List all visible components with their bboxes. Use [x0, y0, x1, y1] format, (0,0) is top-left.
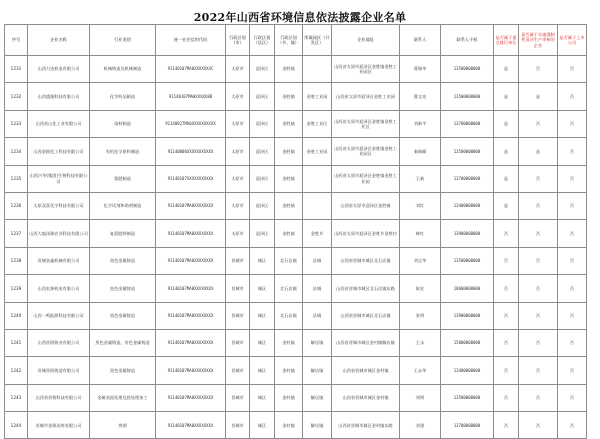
industrial-park: 金胜工业区	[303, 110, 332, 137]
row-number: 1244	[5, 412, 28, 439]
district: 城区	[250, 247, 275, 274]
table-row	[5, 165, 587, 192]
listed-company-flag: 否	[558, 329, 587, 356]
listed-company-flag: 否	[558, 165, 587, 192]
contact-person: 曹文亮	[400, 83, 441, 110]
table-row	[5, 412, 587, 439]
row-number: 1242	[5, 357, 28, 384]
table-row	[5, 83, 587, 110]
town: 金胜镇	[275, 165, 303, 192]
city: 太原市	[226, 110, 250, 137]
column-header: 统一社会信用代码	[156, 25, 226, 56]
row-number: 1240	[5, 302, 28, 329]
industrial-park: 县城	[303, 275, 332, 302]
company-name: 山西省山化工业有限公司	[28, 110, 90, 137]
credit-code: 91140107MA0XXXXXXXX	[156, 384, 226, 411]
column-header: 联系人	[400, 25, 441, 56]
contact-person: 韩红	[400, 220, 441, 247]
table-row	[5, 192, 587, 219]
contact-person: 刘建	[400, 412, 441, 439]
contact-phone: 18600000000	[441, 275, 494, 302]
industrial-park	[303, 192, 332, 219]
credit-code: 91140107MA0XXXXXXXX	[156, 220, 226, 247]
contact-phone: 13500000000	[441, 83, 494, 110]
town: 北石店镇	[275, 247, 303, 274]
town: 金胜镇	[275, 56, 303, 83]
column-header: 是否属于重点排污单位	[494, 25, 519, 56]
city: 晋城市	[226, 384, 250, 411]
clean-production-flag: 否	[519, 220, 558, 247]
contact-phone: 13900000000	[441, 302, 494, 329]
city: 太原市	[226, 192, 250, 219]
district: 迎泽区	[250, 110, 275, 137]
industry-category: 黑色金属铸造，有色金属铸造	[90, 329, 156, 356]
industrial-park: 解店镇	[303, 384, 332, 411]
district: 城区	[250, 357, 275, 384]
key-polluter-flag: 否	[494, 329, 519, 356]
listed-company-flag: 否	[558, 275, 587, 302]
table-row	[5, 275, 587, 302]
contact-phone: 13700000000	[441, 110, 494, 137]
key-polluter-flag: 否	[494, 412, 519, 439]
contact-phone: 13400000000	[441, 192, 494, 219]
table-row	[5, 302, 587, 329]
clean-production-flag: 否	[519, 165, 558, 192]
credit-code: 91140107XXXXXXXXXXX	[156, 165, 226, 192]
town: 金村镇	[275, 412, 303, 439]
column-header: 行政区划（市）	[226, 25, 250, 56]
company-name: 山西宏源机电有限公司	[28, 275, 90, 302]
district: 城区	[250, 412, 275, 439]
contact-person: 秦瑞峰	[400, 138, 441, 165]
district: 迎泽区	[250, 192, 275, 219]
district: 城区	[250, 329, 275, 356]
company-address: 山西省太原市迎泽区金胜镇金胜工业园区	[332, 138, 400, 165]
town: 金胜镇	[275, 192, 303, 219]
city: 太原市	[226, 220, 250, 247]
column-header: 企业地址	[332, 25, 400, 56]
credit-code: 91140107MA0XXXXXXXX	[156, 412, 226, 439]
key-polluter-flag: 否	[494, 302, 519, 329]
key-polluter-flag: 是	[494, 165, 519, 192]
row-number: 1235	[5, 165, 28, 192]
industrial-park	[303, 56, 332, 83]
town: 金村镇	[275, 357, 303, 384]
district: 城区	[250, 302, 275, 329]
industrial-park: 县城	[303, 247, 332, 274]
row-number: 1239	[5, 275, 28, 302]
key-polluter-flag: 是	[494, 192, 519, 219]
row-number: 1231	[5, 56, 28, 83]
table-row	[5, 384, 587, 411]
key-polluter-flag: 是	[494, 83, 519, 110]
company-name: 山西金路化工科技有限公司	[28, 138, 90, 165]
company-name: 山西兴华(集团)生物科技有限公司	[28, 165, 90, 192]
industrial-park: 解店镇	[303, 412, 332, 439]
key-polluter-flag: 否	[494, 384, 519, 411]
credit-code: 91140107MA0XXXXXXXX	[156, 275, 226, 302]
town: 金村镇	[275, 384, 303, 411]
company-address: 山西省太原市迎泽区金胜镇金胜工业园区	[332, 56, 400, 83]
column-header: 行业类别	[90, 25, 156, 56]
industry-category: 有机化学原料制造	[90, 138, 156, 165]
industry-category: 化学药品制造	[90, 83, 156, 110]
clean-production-flag: 否	[519, 56, 558, 83]
page-title: 2022年山西省环境信息依法披露企业名单	[193, 11, 407, 24]
town: 金村镇	[275, 329, 303, 356]
industrial-park	[303, 165, 332, 192]
listed-company-flag: 否	[558, 357, 587, 384]
row-number: 1232	[5, 83, 28, 110]
table-row	[5, 357, 587, 384]
listed-company-flag: 否	[558, 220, 587, 247]
contact-person: 王永华	[400, 357, 441, 384]
company-name: 山西大地泽源农业科技有限公司	[28, 220, 90, 247]
city: 太原市	[226, 138, 250, 165]
row-number: 1237	[5, 220, 28, 247]
industry-category: 黑色金属铸造	[90, 302, 156, 329]
district: 迎泽区	[250, 165, 275, 192]
clean-production-flag: 否	[519, 247, 558, 274]
industry-category: 黑色金属铸造	[90, 247, 156, 274]
industrial-park: 金胜工业园	[303, 138, 332, 165]
company-name: 山西晋润铸业有限公司	[28, 329, 90, 356]
contact-person: 刘明	[400, 384, 441, 411]
contact-person: 王永	[400, 329, 441, 356]
key-polluter-flag: 否	[494, 275, 519, 302]
row-number: 1233	[5, 110, 28, 137]
clean-production-flag: 否	[519, 302, 558, 329]
credit-code: 91140107MA0XXXXX8B	[156, 83, 226, 110]
credit-code: 91140107MA0XXXXXXXX	[156, 192, 226, 219]
industry-category: 黑色金属铸造	[90, 275, 156, 302]
clean-production-flag: 否	[519, 110, 558, 137]
credit-code: 91140000XXXXXXXXXXX	[156, 138, 226, 165]
city: 晋城市	[226, 412, 250, 439]
company-name: 山西力达机电有限公司	[28, 56, 90, 83]
table-row	[5, 329, 587, 356]
table-row	[5, 110, 587, 137]
district: 迎泽区	[250, 220, 275, 247]
city: 晋城市	[226, 329, 250, 356]
district: 迎泽区	[250, 83, 275, 110]
town: 金胜镇	[275, 83, 303, 110]
contact-phone: 13500000000	[441, 56, 494, 83]
company-address: 山西省晋城市城区北石店镇	[332, 302, 400, 329]
listed-company-flag: 否	[558, 56, 587, 83]
company-address: 山西省晋城市城区金村镇	[332, 357, 400, 384]
column-header: 行政区划（县区）	[250, 25, 275, 56]
credit-code: 91140107MA0XXXXXXXX	[156, 302, 226, 329]
table-body	[5, 56, 587, 439]
contact-person: 刘新平	[400, 110, 441, 137]
industry-category: 黑色金属铸造	[90, 357, 156, 384]
column-header: 企业名称	[28, 25, 90, 56]
town: 北石店镇	[275, 275, 303, 302]
contact-phone: 15800000000	[441, 329, 494, 356]
company-address: 山西省太原市迎泽区金胜镇金胜工业园	[332, 165, 400, 192]
city: 晋城市	[226, 275, 250, 302]
company-address: 山西省晋城市城区金村镇	[332, 384, 400, 411]
enterprise-table	[4, 24, 587, 439]
credit-code: 91140107MA0XXXXXXXX	[156, 329, 226, 356]
contact-phone: 13500000000	[441, 384, 494, 411]
city: 太原市	[226, 56, 250, 83]
clean-production-flag: 是	[519, 138, 558, 165]
city: 太原市	[226, 83, 250, 110]
listed-company-flag: 否	[558, 192, 587, 219]
contact-person: 曹瑞华	[400, 56, 441, 83]
district: 城区	[250, 384, 275, 411]
contact-person: 刘红	[400, 192, 441, 219]
clean-production-flag: 是	[519, 83, 558, 110]
district: 城区	[250, 275, 275, 302]
contact-person: 张明	[400, 302, 441, 329]
contact-phone: 13900000000	[441, 220, 494, 247]
row-number: 1236	[5, 192, 28, 219]
table-row	[5, 56, 587, 83]
town: 金胜镇	[275, 220, 303, 247]
company-name: 晋城晋阳铸造有限公司	[28, 357, 90, 384]
header-row	[5, 25, 587, 56]
key-polluter-flag: 否	[494, 357, 519, 384]
clean-production-flag: 否	[519, 275, 558, 302]
column-header: 行政区划（乡、镇）	[275, 25, 303, 56]
key-polluter-flag: 否	[494, 220, 519, 247]
company-address: 山西省晋城市城区金村镇东路	[332, 412, 400, 439]
industry-category: 氮肥制造	[90, 165, 156, 192]
clean-production-flag: 否	[519, 192, 558, 219]
listed-company-flag: 否	[558, 302, 587, 329]
listed-company-flag: 否	[558, 138, 587, 165]
company-name: 山西一鸣能源科技有限公司	[28, 302, 90, 329]
column-header: 是否属于实施强制性清洁生产审核的企业	[519, 25, 558, 56]
company-name: 山西省晋铸科技有限公司	[28, 384, 90, 411]
company-address: 山西省太原市迎泽区金胜镇	[332, 192, 400, 219]
industry-category: 炼钢	[90, 412, 156, 439]
table-row	[5, 247, 587, 274]
table-row	[5, 138, 587, 165]
district: 迎泽区	[250, 56, 275, 83]
company-address: 山西省太原市迎泽区金胜工业园	[332, 83, 400, 110]
listed-company-flag: 否	[558, 412, 587, 439]
listed-company-flag: 否	[558, 83, 587, 110]
clean-production-flag: 否	[519, 329, 558, 356]
contact-phone: 13400000000	[441, 357, 494, 384]
company-name: 晋城金鑫机械有限公司	[28, 247, 90, 274]
industrial-park: 解店镇	[303, 329, 332, 356]
row-number: 1238	[5, 247, 28, 274]
key-polluter-flag: 是	[494, 56, 519, 83]
city: 太原市	[226, 165, 250, 192]
company-name: 太原双喜化学科技有限公司	[28, 192, 90, 219]
clean-production-flag: 否	[519, 357, 558, 384]
company-address: 山西省晋城市城区金村镇解店镇	[332, 329, 400, 356]
credit-code: 91140107MA0XXXXXXXX	[156, 247, 226, 274]
industry-category: 机械铸造及机械制造	[90, 56, 156, 83]
contact-person: 陈宏	[400, 275, 441, 302]
column-header: 序号	[5, 25, 28, 56]
contact-person: 王新	[400, 165, 441, 192]
town: 金胜镇	[275, 138, 303, 165]
city: 晋城市	[226, 247, 250, 274]
table-row	[5, 220, 587, 247]
company-name: 山西盛隆科技有限公司	[28, 83, 90, 110]
town: 北石店镇	[275, 302, 303, 329]
listed-company-flag: 否	[558, 247, 587, 274]
row-number: 1243	[5, 384, 28, 411]
industrial-park: 金胜工业园	[303, 83, 332, 110]
city: 晋城市	[226, 302, 250, 329]
column-header: 联系人手机	[441, 25, 494, 56]
contact-phone: 13700000000	[441, 165, 494, 192]
column-header: 是否属于上市公司	[558, 25, 587, 56]
industrial-park: 金胜乡	[303, 220, 332, 247]
contact-phone: 13700000000	[441, 412, 494, 439]
key-polluter-flag: 是	[494, 110, 519, 137]
industrial-park: 解店镇	[303, 357, 332, 384]
credit-code: 91140827MA0XXXXXXXXXX	[156, 110, 226, 137]
industrial-park: 县城	[303, 302, 332, 329]
clean-production-flag: 否	[519, 384, 558, 411]
company-address: 山西省晋城市城区北石店镇东路	[332, 275, 400, 302]
district: 迎泽区	[250, 138, 275, 165]
company-address: 山西省太原市迎泽区金胜乡金胜村	[332, 220, 400, 247]
company-name: 晋城市金源冶炼有限公司	[28, 412, 90, 439]
contact-phone: 13500000000	[441, 247, 494, 274]
row-number: 1234	[5, 138, 28, 165]
company-address: 山西省太原市迎泽区金胜镇金胜工业区	[332, 110, 400, 137]
contact-phone: 13500000000	[441, 138, 494, 165]
town: 金胜镇	[275, 110, 303, 137]
key-polluter-flag: 否	[494, 247, 519, 274]
industry-category: 金属表面处理及热处理加工	[90, 384, 156, 411]
row-number: 1241	[5, 329, 28, 356]
industry-category: 复混肥料制造	[90, 220, 156, 247]
credit-code: 91140107MA0XXXXXX4C	[156, 56, 226, 83]
credit-code: 91140107MA0XXXXXXXX	[156, 357, 226, 384]
clean-production-flag: 否	[519, 412, 558, 439]
column-header: 所属园区（开发区）	[303, 25, 332, 56]
key-polluter-flag: 是	[494, 138, 519, 165]
industry-category: 化学试剂和助剂制造	[90, 192, 156, 219]
company-address: 山西省晋城市城区北石店镇	[332, 247, 400, 274]
contact-person: 刘宝华	[400, 247, 441, 274]
city: 晋城市	[226, 357, 250, 384]
listed-company-flag: 否	[558, 384, 587, 411]
listed-company-flag: 否	[558, 110, 587, 137]
industry-category: 染料制造	[90, 110, 156, 137]
